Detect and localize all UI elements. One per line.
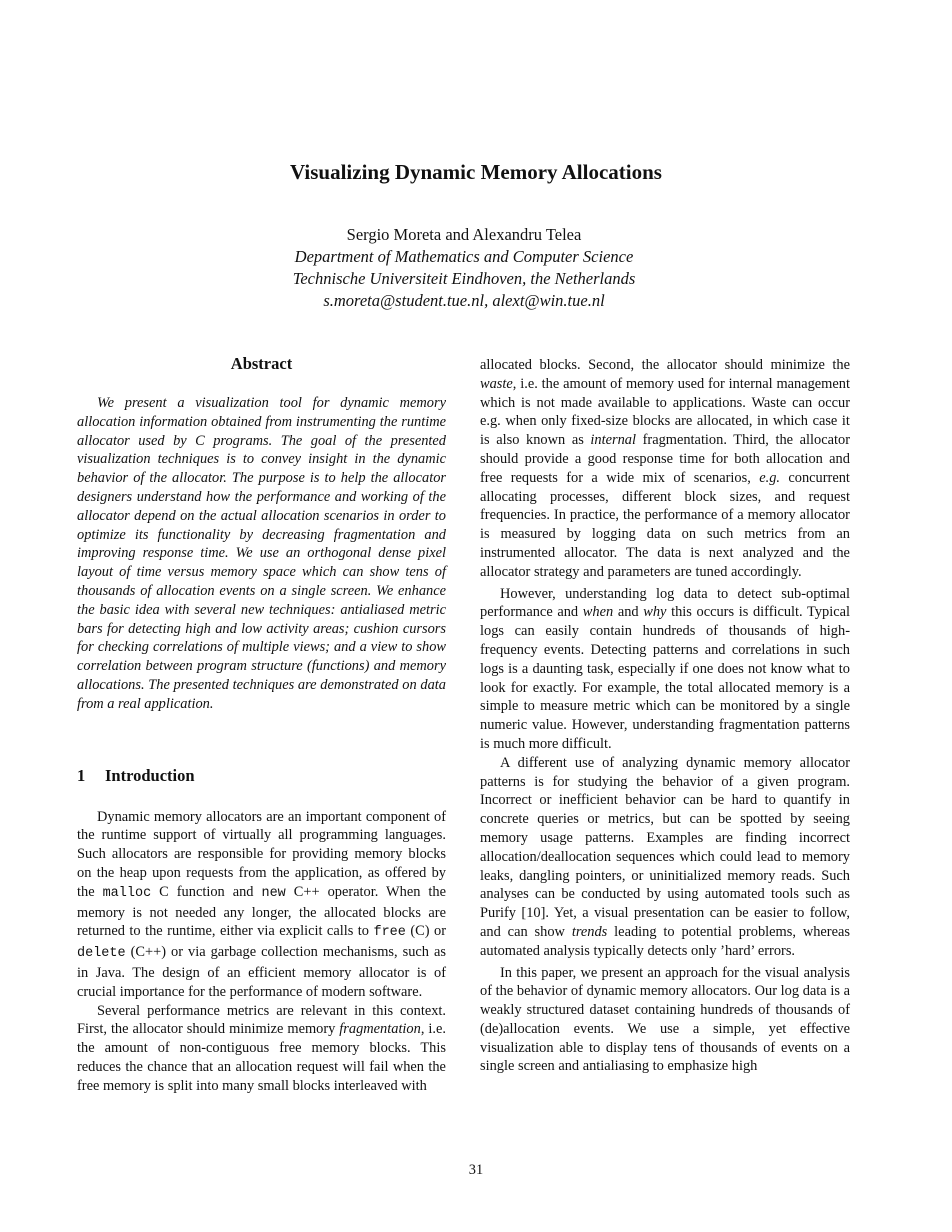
- section-title: Introduction: [105, 765, 195, 785]
- affiliation-university: Technische Universiteit Eindhoven, the Netherlands: [292, 269, 636, 288]
- author-names: Sergio Moreta and Alexandru Telea: [346, 225, 582, 244]
- page-number: 31: [468, 1162, 484, 1178]
- abstract-text: We present a visualization tool for dynamic memory allocation information obtained from instrumenting the runtime allocator used by C programs. The goal of the presented visualization techniques is to convey insight in the dynamic behavior of the allocator. The purpose is to help the allocator designers understand how the performance and working of the allocator depend on the actual allocation scenarios in order to optimize its functionality by decreasing fragmentation and improving response time. We use an orthogonal dense pixel layout of time versus memory space which can show tens of thousands of allocation events on a single screen. We enhance the basic idea with several new techniques: antialiased metric bars for detecting high and low activity areas; cushion cursors for checking correlations of multiple views; and a view to show correlation between program structure (functions) and memory allocations. The presented techniques are demonstrated on data from a real application.: [77, 395, 446, 712]
- intro-paragraph-5: In this paper, we present an approach for the visual analysis of the behavior of dynamic memory allocators. Our log data is a weakly structured dataset containing hundreds of thousands of (de)allocation events. We use a simple, yet effective visualization able to display tens of thousands of events on a single screen and antialiasing to emphasize high: [480, 964, 850, 1075]
- section-heading-introduction: [77, 766, 446, 786]
- intro-paragraph-3: However, understanding log data to detect sub-optimal performance and when and why this occurs is difficult. Typical logs can easily contain hundreds of thousands of high-frequency events. Detecting patterns and correlations in such logs is a daunting task, especially if one does not know what to look for exactly. For example, the total allocated memory is a simple to measure metric which can be monitored by a single numeric value. However, understanding fragmentation patterns is much more difficult.: [480, 585, 850, 752]
- left-column: [77, 354, 446, 1096]
- paper-title: Visualizing Dynamic Memory Allocations: [290, 160, 662, 184]
- intro-paragraph-2: Several performance metrics are relevant in this context. First, the allocator should minimize memory fragmentation, i.e. the amount of non-contiguous free memory blocks. This reduces the chance that an allocation request will fail when the free memory is split into many small blocks interleaved with: [77, 1002, 447, 1094]
- author-block: [0, 224, 928, 312]
- right-column: [480, 356, 850, 1076]
- affiliation-department: Department of Mathematics and Computer Science: [294, 247, 634, 266]
- intro-paragraph-1: Dynamic memory allocators are an important component of the runtime support of virtually all programming languages. Such allocators are responsible for providing memory blocks on the heap upon requests from the application, as offered by the malloc C function and new C++ operator. When the memory is not needed any longer, the allocated blocks are returned to the runtime, either via explicit calls to free (C) or delete (C++) or via garbage collection mechanisms, such as in Java. The design of an efficient memory allocator is of crucial importance for the performance of modern software.: [77, 808, 447, 1000]
- intro-paragraph-2-continued: allocated blocks. Second, the allocator should minimize the waste, i.e. the amount of memory used for internal management which is not made available to applications. Waste can occur e.g. when only fixed-size blocks are allocated, in which case it is also known as internal fragmentation. Third, the allocator should provide a good response time for both allocation and free requests for a wide mix of scenarios, e.g. concurrent allocating processes, different block sizes, and request frequencies. In practice, the performance of a memory allocator is measured by logging data on such metrics from an instrumented allocator. The data is next analyzed and the allocator strategy and parameters are tuned accordingly.: [480, 357, 851, 580]
- abstract-heading: Abstract: [230, 354, 293, 373]
- intro-paragraph-4: A different use of analyzing dynamic memory allocator patterns is for studying the behavior of a given program. Incorrect or inefficient behavior can be hard to quantify in concrete queries or metrics, but can be spotted by seeing memory usage patterns. Examples are finding incorrect allocation/deallocation sequences which could lead to memory leaks, dangling pointers, or uninitialized memory reads. Such analyses can be conducted by using automated tools such as Purify [10]. Yet, a visual presentation can be easier to follow, and can show trends leading to potential problems, whereas automated analysis typically detects only ’hard’ errors.: [480, 754, 850, 959]
- section-number: 1: [77, 765, 86, 785]
- author-emails: s.moreta@student.tue.nl, alext@win.tue.nl: [323, 291, 605, 310]
